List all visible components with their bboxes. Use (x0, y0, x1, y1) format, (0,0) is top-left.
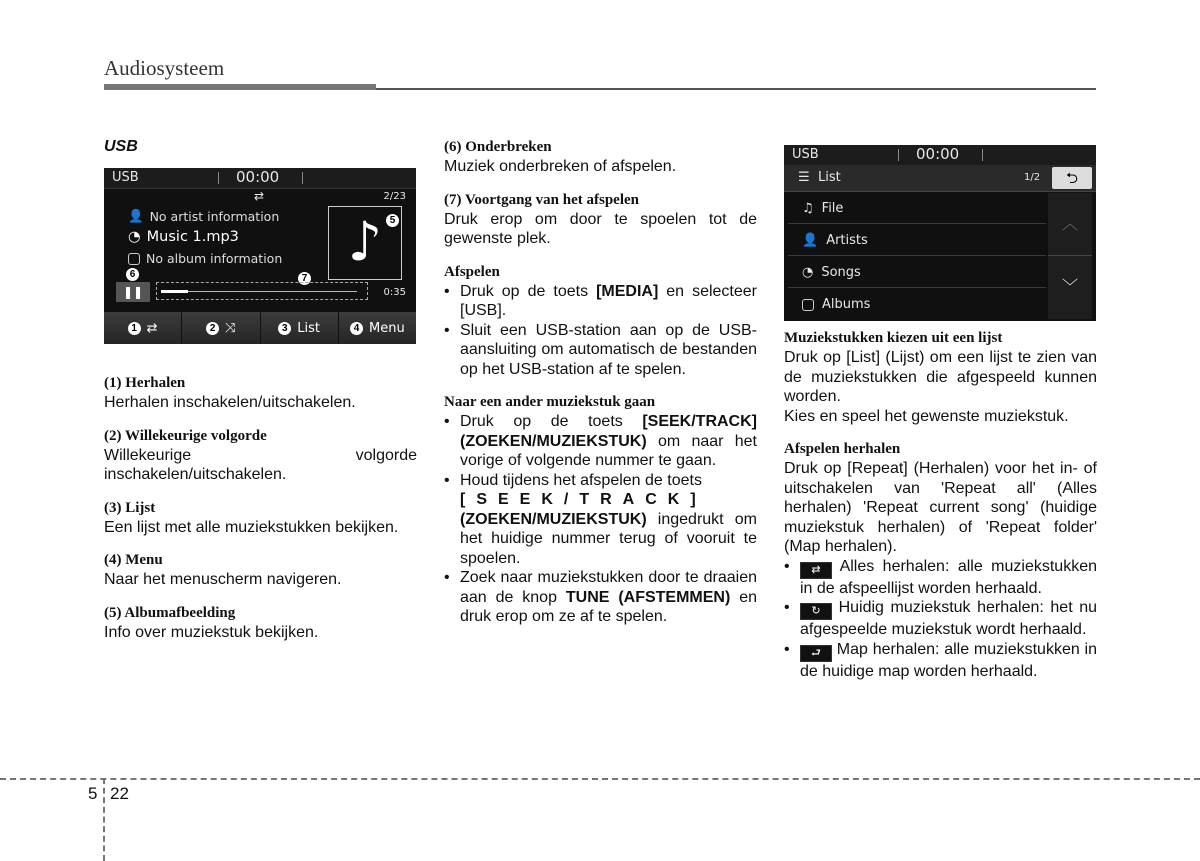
clock: 00:00 (916, 145, 960, 163)
bullet-item: • Sluit een USB-station aan op de USB-aansluiting om automatisch de bestanden op het USB-station af te spelen. (444, 321, 757, 378)
page-header-title: Audiosysteem (104, 56, 225, 80)
section-text: Kies en speel het gewenste muziekstuk. (784, 407, 1069, 425)
section-text: Druk erop om door te spoelen tot de gewenste plek. (444, 210, 757, 247)
bullet-text: om naar het vorige of volgende nummer te gaan. (460, 432, 757, 469)
key-label: (ZOEKEN/MUZIEKSTUK) (460, 510, 647, 528)
list-title: List (818, 170, 841, 185)
callout-7: 7 (298, 272, 311, 285)
list-item[interactable] (788, 225, 1046, 256)
key-label: TUNE (AFSTEMMEN) (565, 588, 731, 606)
control-bar (104, 312, 416, 344)
artist-icon: 👤 (128, 208, 144, 223)
progress-track (161, 291, 357, 292)
screen-status-bar (104, 168, 416, 189)
pause-button[interactable]: ❚❚ (116, 282, 150, 302)
list-item[interactable] (788, 257, 1046, 288)
source-label: USB (112, 170, 139, 185)
progress-fill (161, 290, 188, 293)
item-title: (5) Albumafbeelding (104, 604, 236, 621)
song-row (128, 229, 239, 245)
menu-button-label: Menu (369, 320, 405, 336)
bullet-item: • ⮐ Map herhalen: alle muziekstukken in de huidige map worden herhaald. (784, 640, 1097, 680)
column-1 (104, 138, 417, 642)
shuffle-button[interactable] (182, 312, 260, 344)
bullet-text: en druk erop om ze af te spelen. (460, 588, 758, 625)
column-3 (784, 145, 1097, 681)
item-menu (104, 551, 417, 590)
column-2 (444, 138, 757, 627)
shuffle-icon: ⤨ (225, 320, 236, 336)
section-title: Afspelen herhalen (784, 441, 901, 457)
list-item-label: Artists (826, 232, 868, 248)
item-text: Willekeurige volgorde inschakelen/uitschakelen. (104, 446, 417, 483)
song-text: Music 1.mp3 (146, 229, 239, 245)
bullet-text: Sluit een USB-station aan op de USB-aansluiting om automatisch de bestanden op het USB-station af te spelen. (460, 321, 757, 378)
bullet-item: • ⇄ Alles herhalen: alle muziekstukken in de afspeellijst worden herhaald. (784, 557, 1097, 597)
scroll-controls (1048, 193, 1092, 319)
section-title: (7) Voortgang van het afspelen (444, 191, 640, 208)
status-divider (982, 149, 983, 161)
section-title: (6) Onderbreken (444, 139, 552, 155)
scroll-down-button[interactable]: ﹀ (1061, 277, 1078, 296)
chapter-number: 5 (88, 784, 98, 803)
item-text: Herhalen inschakelen/uitschakelen. (104, 394, 356, 411)
album-art[interactable]: ♪ (328, 206, 402, 280)
list-icon: ☰ (798, 170, 810, 185)
list-item-label: Songs (821, 264, 861, 280)
item-text: Een lijst met alle muziekstukken bekijken. (104, 518, 399, 536)
menu-button[interactable] (339, 312, 416, 344)
progress-bar[interactable] (156, 282, 368, 300)
scroll-up-button[interactable]: ︿ (1048, 193, 1092, 256)
usb-list-screen (784, 145, 1096, 321)
list-button-label: List (297, 320, 320, 336)
key-label: [SEEK/TRACK] (460, 491, 707, 508)
usb-player-screen (104, 168, 416, 344)
albums-icon (802, 299, 814, 311)
section-title: Naar een ander muziekstuk gaan (444, 394, 656, 410)
bullet-text: Houd tijdens het afspelen de toets (460, 471, 702, 489)
elapsed-time: 0:35 (383, 287, 406, 298)
repeat-folder-icon: ⮐ (800, 645, 832, 662)
bullet-item: • Druk op de toets [MEDIA] en selecteer [USB]. (444, 282, 757, 319)
source-label: USB (792, 147, 819, 162)
callout-2: 2 (206, 322, 219, 335)
list-button[interactable] (261, 312, 339, 344)
artist-row (128, 208, 279, 224)
songs-icon: ◔ (802, 264, 814, 280)
key-label: [MEDIA] (596, 282, 659, 300)
album-row (128, 251, 282, 266)
bullet-text: Druk op de toets (460, 413, 643, 430)
callout-5: 5 (386, 214, 399, 227)
callout-3: 3 (278, 322, 291, 335)
bullet-text: Huidig muziekstuk herhalen: het nu afgespeelde muziekstuk wordt herhaald. (800, 599, 1097, 638)
status-divider (302, 172, 303, 184)
list-item-label: Albums (822, 297, 871, 312)
bullet-text: Map herhalen: alle muziekstukken in de huidige map worden herhaald. (800, 640, 1097, 680)
repeat-all-icon: ⇄ (800, 562, 832, 579)
header-rule-thick (104, 84, 376, 90)
bullet-item: • Druk op de toets [SEEK/TRACK] (ZOEKEN/MUZIEKSTUK) om naar het vorige of volgende nummer te gaan. (444, 413, 757, 469)
repeat-indicator-icon: ⇄ (254, 189, 265, 203)
status-divider (218, 172, 219, 184)
file-icon: ♫ (802, 200, 814, 216)
bullet-text: Alles herhalen: alle muziekstukken in de afspeellijst worden herhaald. (800, 557, 1097, 597)
repeat-one-icon: ↻ (800, 603, 832, 620)
page-indicator: 1/2 (1024, 172, 1041, 183)
callout-4: 4 (350, 322, 363, 335)
header-rule-thin (376, 88, 1096, 90)
artists-icon: 👤 (802, 232, 819, 248)
repeat-icon: ⇄ (146, 320, 158, 336)
section-text: Druk op [Repeat] (Herhalen) voor het in- of uitschakelen van 'Repeat all' (Alles herhalen) 'Repeat current song' (huidige muziekstuk herhalen) of 'Repeat folder' (Map herhalen). (784, 460, 1097, 555)
list-header (784, 165, 1096, 192)
back-button[interactable]: ⮌ (1052, 167, 1092, 189)
bullet-text: en selecteer [USB]. (460, 282, 757, 319)
section-title: Muziekstukken kiezen uit een lijst (784, 330, 1003, 346)
item-title: (1) Herhalen (104, 375, 186, 391)
bullet-text: Zoek naar muziekstukken door te draaien aan de knop (460, 569, 757, 606)
item-shuffle (104, 427, 417, 485)
bullet-text: ingedrukt om het huidige nummer terug of vooruit te spoelen. (460, 510, 757, 567)
status-divider (898, 149, 899, 161)
item-list (104, 499, 417, 538)
section-text: Druk op [List] (Lijst) om een lijst te zien van de muziekstukken die afgespeeld kunnen worden. (784, 349, 1097, 405)
bullet-item: • Zoek naar muziekstukken door te draaien aan de knop TUNE (AFSTEMMEN) en druk erop om ze af te spelen. (444, 569, 758, 625)
item-album-art (104, 604, 417, 643)
bullet-item: • ↻ Huidig muziekstuk herhalen: het nu afgespeelde muziekstuk wordt herhaald. (784, 599, 1097, 638)
callout-6: 6 (126, 268, 139, 281)
song-icon: ◔ (128, 229, 141, 245)
item-title: (3) Lijst (104, 499, 156, 516)
item-text: Naar het menuscherm navigeren. (104, 571, 342, 588)
artist-text: No artist information (149, 208, 280, 224)
list-item[interactable] (788, 289, 1046, 320)
list-item-label: File (821, 200, 844, 216)
list-item[interactable] (788, 193, 1046, 224)
bullet-text: Druk op de toets (460, 282, 597, 300)
album-text: No album information (146, 251, 283, 266)
clock: 00:00 (236, 168, 280, 186)
section-text: Muziek onderbreken of afspelen. (444, 158, 677, 175)
item-title: (4) Menu (104, 552, 163, 568)
callout-1: 1 (128, 322, 141, 335)
section-title: Afspelen (444, 263, 500, 280)
item-repeat (104, 374, 417, 413)
footer-divider (103, 778, 105, 861)
repeat-button[interactable] (104, 312, 182, 344)
album-icon (128, 253, 140, 265)
footer-rule (0, 778, 1200, 780)
usb-heading: USB (104, 138, 138, 155)
track-count: 2/23 (383, 191, 406, 202)
bullet-item: • Houd tijdens het afspelen de toets [SEEK/TRACK] (ZOEKEN/MUZIEKSTUK) ingedrukt om het huidige nummer terug of vooruit te spoelen. (444, 471, 757, 567)
item-title: (2) Willekeurige volgorde (104, 427, 267, 444)
page-number: 22 (110, 784, 129, 803)
key-label: [SEEK/TRACK] (ZOEKEN/MUZIEKSTUK) (460, 413, 757, 450)
screen-status-bar (784, 145, 1096, 166)
item-text: Info over muziekstuk bekijken. (104, 623, 319, 641)
